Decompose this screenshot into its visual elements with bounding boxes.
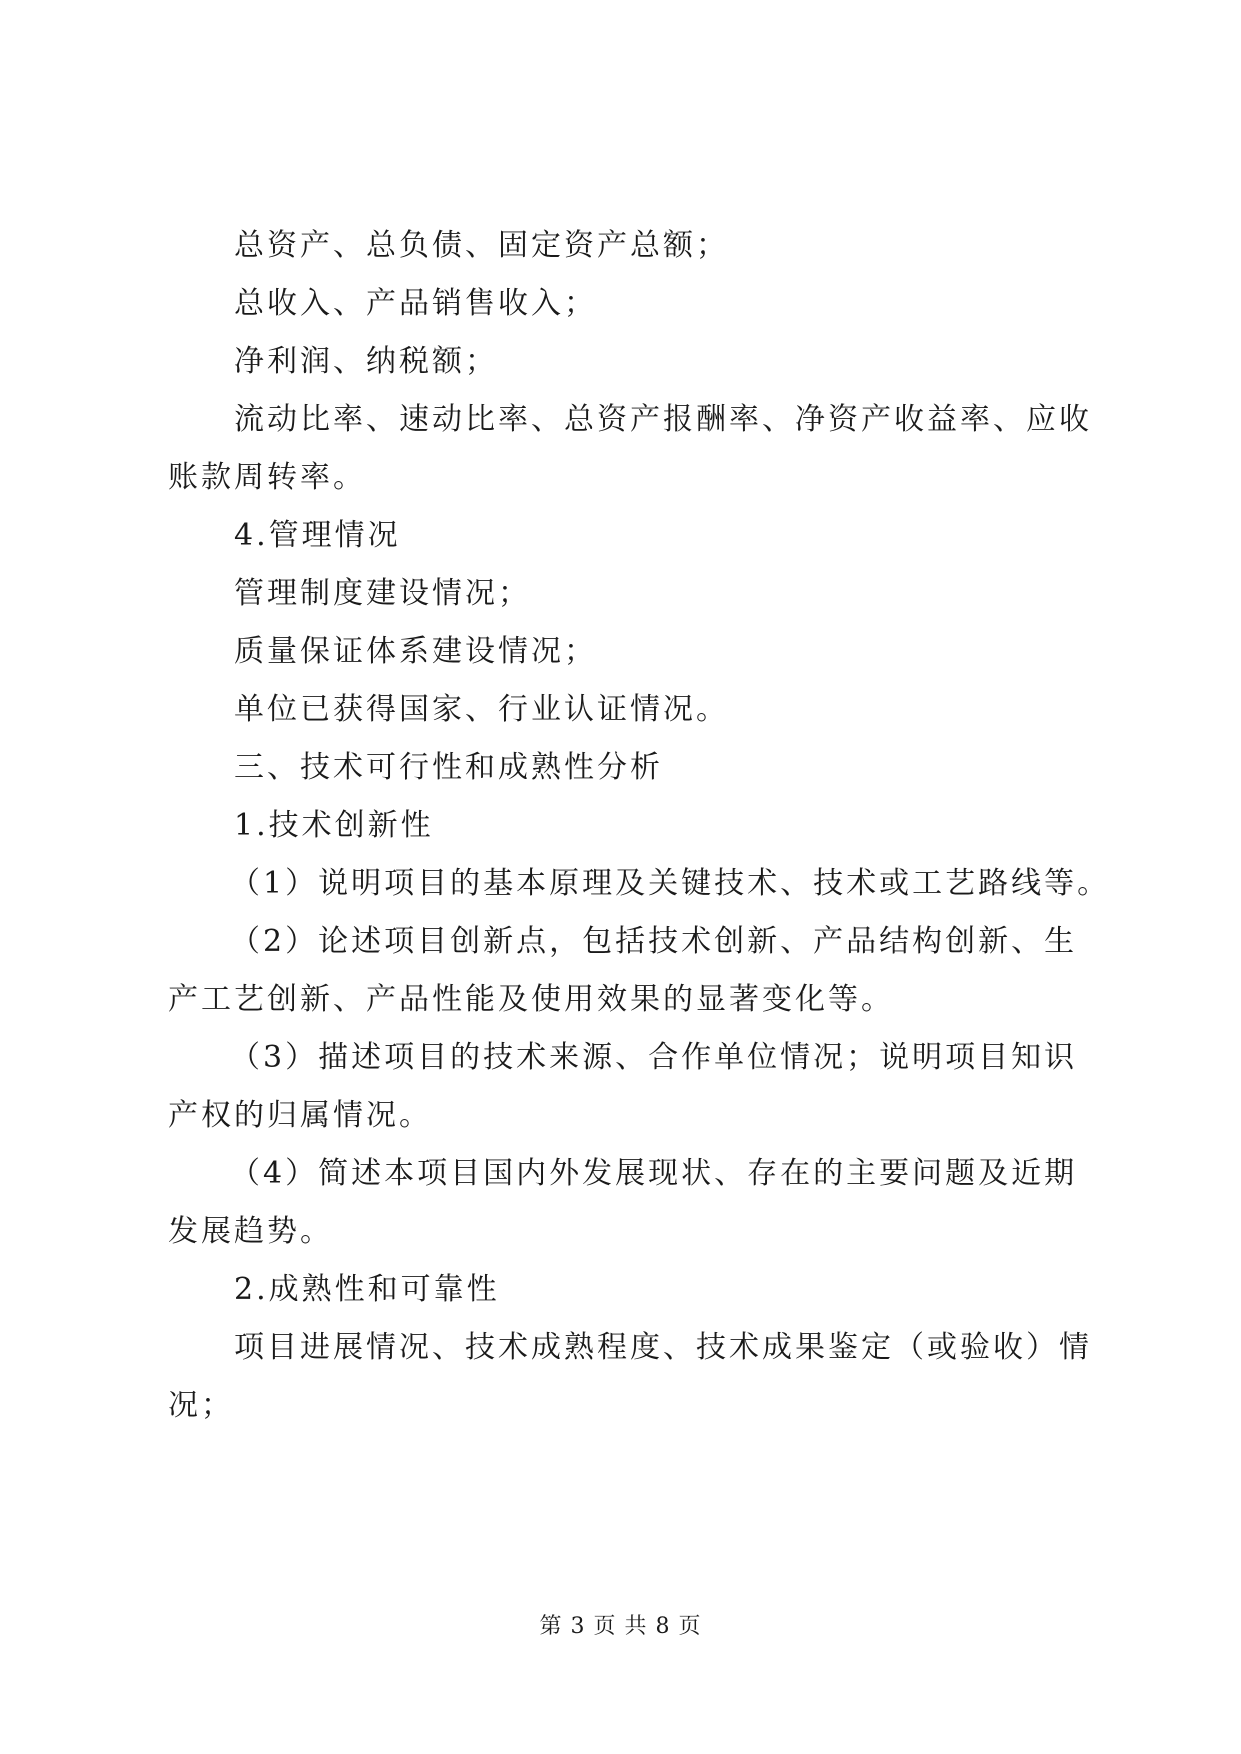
text-line: （4）简述本项目国内外发展现状、存在的主要问题及近期 [230, 1156, 1078, 1191]
text-line: 流动比率、速动比率、总资产报酬率、净资产收益率、应收 [234, 402, 1092, 437]
section-heading: 2.成熟性和可靠性 [234, 1272, 500, 1307]
page-footer: 第 3 页 共 8 页 [539, 1614, 702, 1639]
text-line: 管理制度建设情况； [234, 576, 531, 611]
text-line: 产权的归属情况。 [168, 1098, 432, 1133]
text-line: 质量保证体系建设情况； [234, 634, 597, 669]
text-line: 总资产、总负债、固定资产总额； [234, 228, 729, 263]
text-line: 发展趋势。 [168, 1214, 333, 1249]
text-line: 况； [168, 1388, 234, 1423]
text-line: 产工艺创新、产品性能及使用效果的显著变化等。 [168, 982, 894, 1017]
section-heading: 三、技术可行性和成熟性分析 [234, 750, 663, 785]
text-line: 项目进展情况、技术成熟程度、技术成果鉴定（或验收）情 [234, 1330, 1092, 1365]
section-heading: 4.管理情况 [234, 518, 401, 553]
text-line: （1）说明项目的基本原理及关键技术、技术或工艺路线等。 [230, 866, 1111, 901]
text-line: （3）描述项目的技术来源、合作单位情况；说明项目知识 [230, 1040, 1078, 1075]
text-line: 账款周转率。 [168, 460, 366, 495]
text-line: 单位已获得国家、行业认证情况。 [234, 692, 729, 727]
text-line: （2）论述项目创新点，包括技术创新、产品结构创新、生 [230, 924, 1078, 959]
text-line: 总收入、产品销售收入； [234, 286, 597, 321]
text-line: 净利润、纳税额； [234, 344, 498, 379]
section-heading: 1.技术创新性 [234, 808, 434, 843]
